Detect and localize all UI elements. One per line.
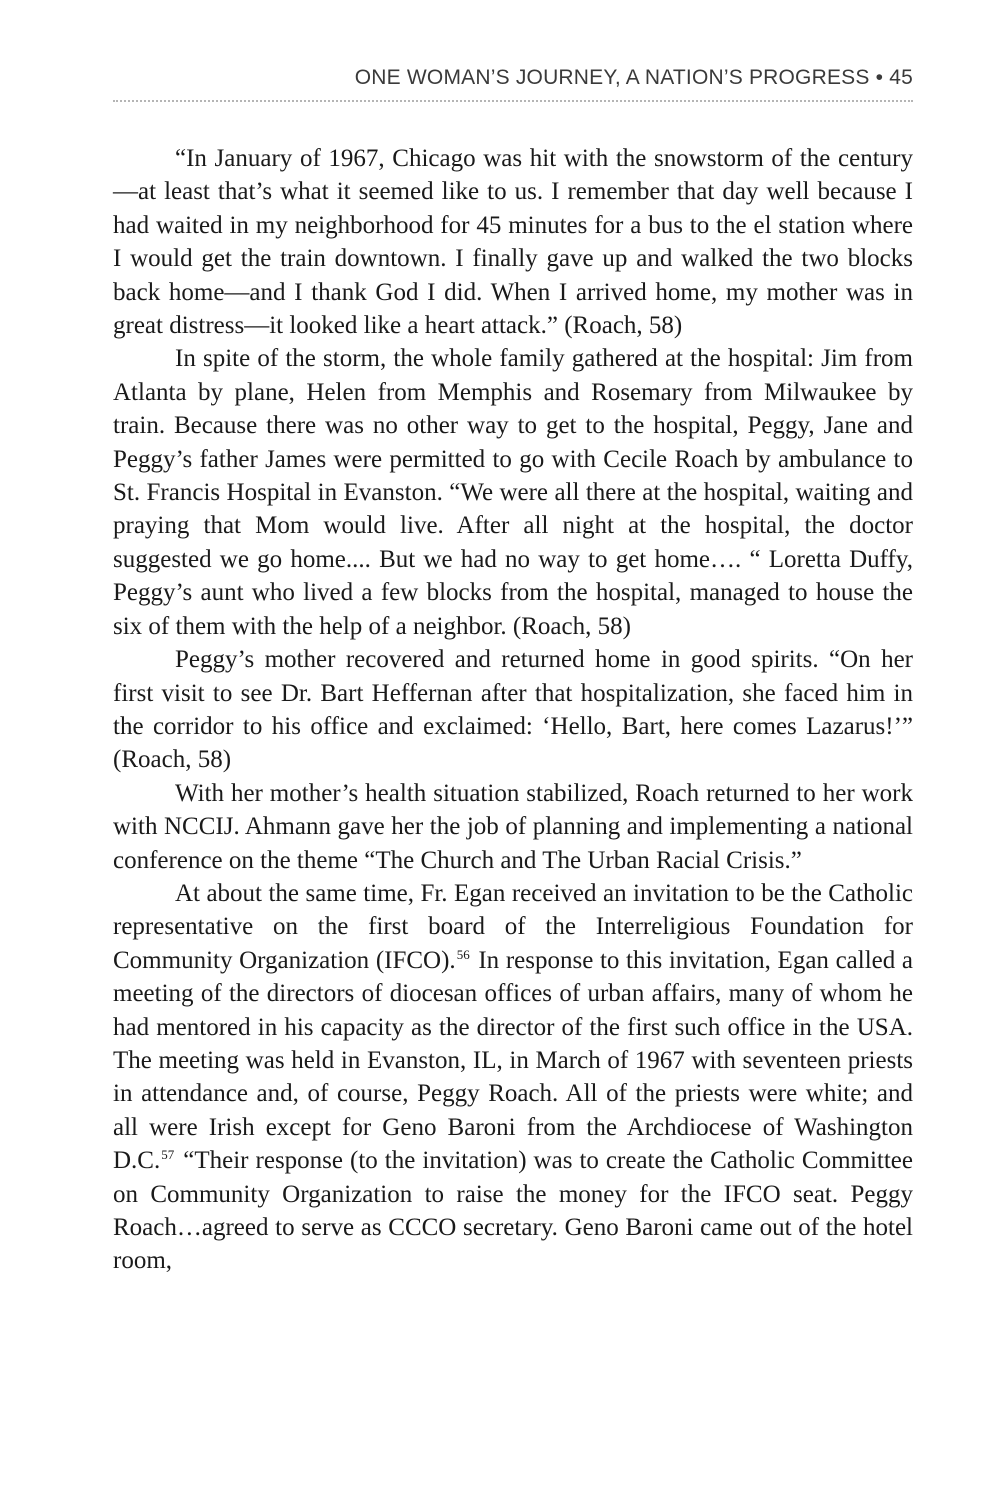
running-header (113, 64, 913, 92)
paragraph: Peggy’s mother recovered and returned home in good spirits. “On her first visit to see Dr. Bart Heffernan after that hospitalization, she faced him in the corridor to his office and exclaimed: ‘Hello, Bart, here comes Lazarus!’” (Roach, 58) (113, 646, 913, 774)
paragraph: “In January of 1967, Chicago was hit with the snowstorm of the century—at least that’s what it seemed like to us. I remember that day well because I had waited in my neighborhood for 45 minutes for a bus to the el station where I would get the train downtown. I finally gave up and walked the two blocks back home—and I thank God I did. When I arrived home, my mother was in great distress—it looked like a heart attack.” (Roach, 58) (113, 145, 913, 340)
paragraph-text: “Their response (to the invitation) was to create the Catholic Committee on Community Organization to raise the money for the IFCO seat. Peggy Roach…agreed to serve as CCCO secretary. Geno Baroni came out of the hotel room, (113, 1147, 913, 1275)
body-text (113, 142, 913, 1278)
paragraph-text: In response to this invitation, Egan called a meeting of the directors of diocesan offices of urban affairs, many of whom he had mentored in his capacity as the director of the first such office in the USA. The meeting was held in Evanston, IL, in March of 1967 with seventeen priests in attendance and, of course, Peggy Roach. All of the priests were white; and all were Irish except for Geno Baroni from the Archdiocese of Washington D.C. (113, 946, 913, 1175)
running-title: ONE WOMAN’S JOURNEY, A NATION’S PROGRESS (354, 66, 870, 89)
footnote-marker: 57 (161, 1147, 175, 1163)
footnote-marker: 56 (456, 946, 470, 962)
header-separator: • (875, 66, 884, 89)
page-number: 45 (889, 66, 913, 89)
header-dotted-rule (113, 100, 913, 102)
paragraph: In spite of the storm, the whole family gathered at the hospital: Jim from Atlanta by plane, Helen from Memphis and Rosemary from Milwaukee by train. Because there was no other way to get to the hospital, Peggy, Jane and Peggy’s father James were permitted to go with Cecile Roach by ambulance to St. Francis Hospital in Evanston. “We were all there at the hospital, waiting and praying that Mom would live. After all night at the hospital, the doctor suggested we go home.... But we had no way to get home…. “ Loretta Duffy, Peggy’s aunt who lived a few blocks from the hospital, managed to house the six of them with the help of a neighbor. (Roach, 58) (113, 345, 913, 640)
paragraph: With her mother’s health situation stabilized, Roach returned to her work with NCCIJ. Ahmann gave her the job of planning and implementing a national conference on the theme “The Church and The Urban Racial Crisis.” (113, 779, 913, 874)
paragraph (113, 877, 913, 1278)
paragraph-text: At about the same time, Fr. Egan received an invitation to be the Catholic representative on the first board of the Interreligious Foundation for Community Organization (IFCO). (113, 879, 913, 974)
